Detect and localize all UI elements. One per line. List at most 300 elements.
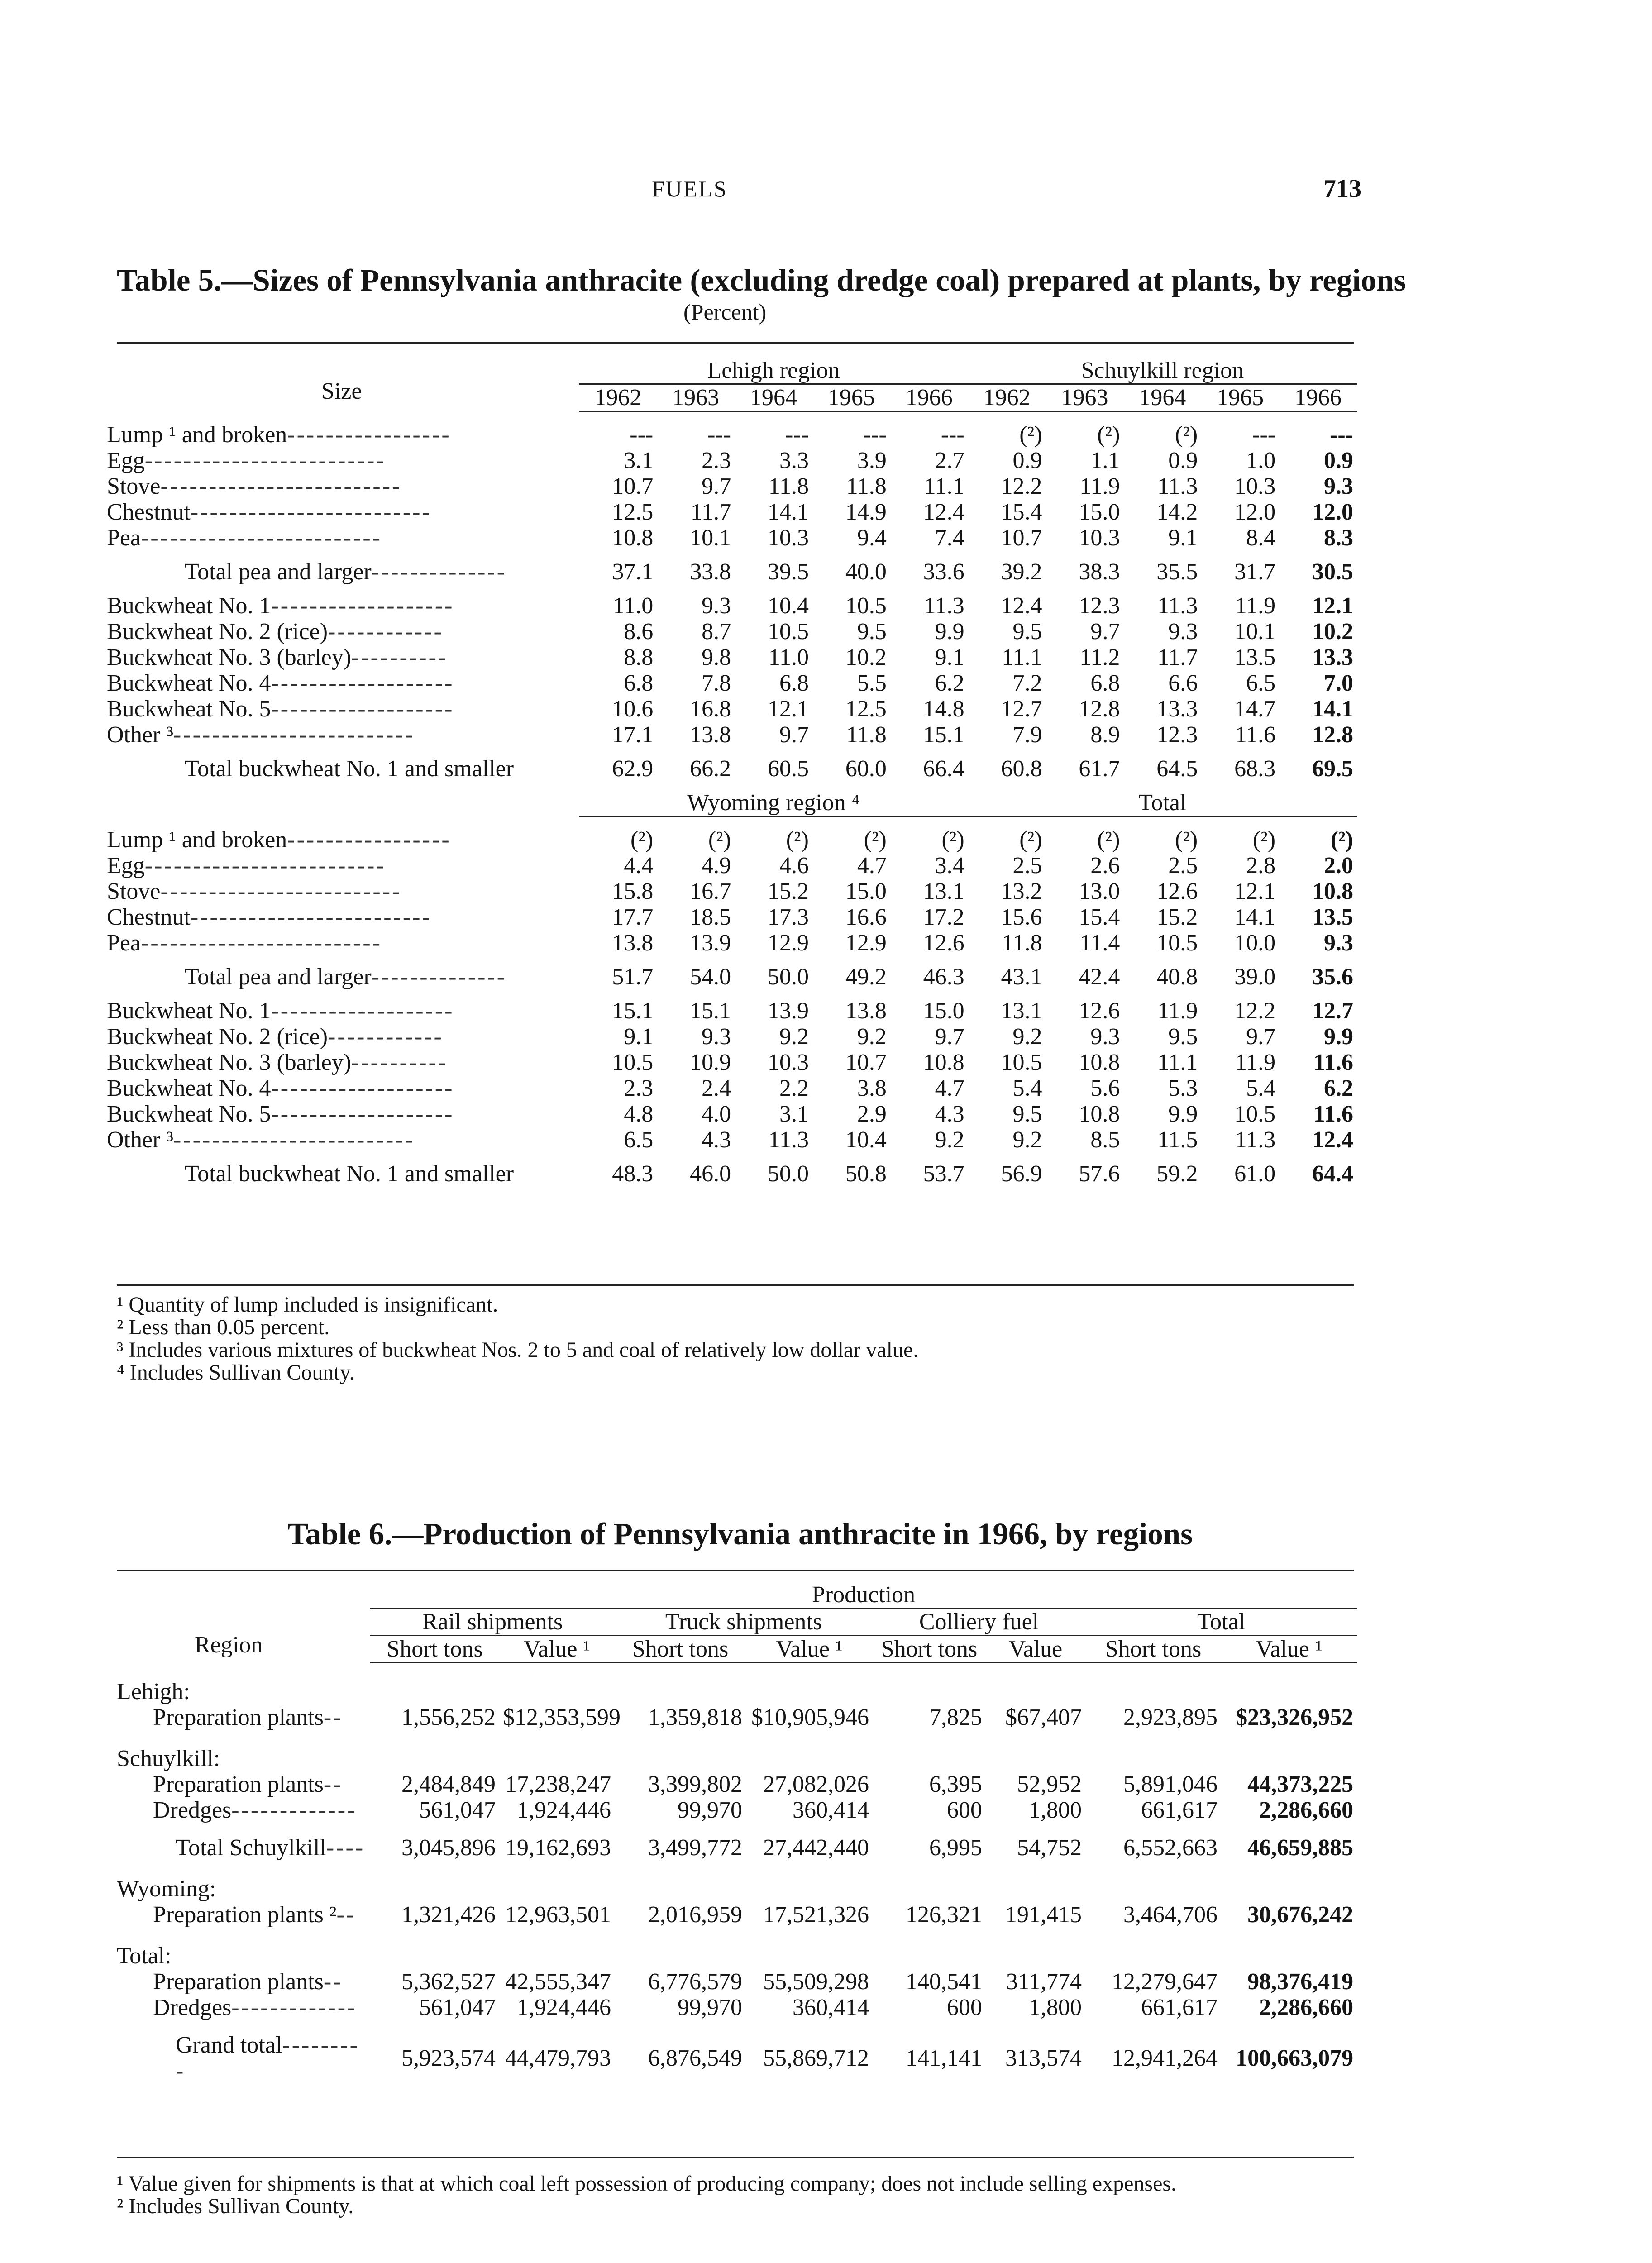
table6-row-label (103, 1995, 370, 2020)
table5-row (103, 593, 1357, 619)
table5-cell: 10.5 (1234, 1101, 1276, 1127)
table6-cell: 46,659,885 (1247, 1835, 1354, 1861)
table5-cell: 59.2 (1156, 1161, 1198, 1187)
table5-row-label (103, 422, 579, 448)
table5-cell: 8.9 (1090, 722, 1120, 748)
table5-cell: 16.7 (690, 878, 731, 904)
table5-region-header: Wyoming region ⁴ (579, 790, 968, 816)
table6-cell: 360,414 (793, 1797, 869, 1823)
table6-spacer (103, 1861, 1357, 1876)
table5-row (103, 878, 1357, 904)
table5-cell: (²) (1097, 422, 1120, 448)
table5-cell: 11.8 (846, 722, 887, 748)
table5-cell: 51.7 (612, 964, 654, 990)
table5-row (103, 722, 1357, 748)
table5-cell: 15.0 (1079, 499, 1120, 525)
table5-cell: 13.1 (923, 878, 964, 904)
table5-cell: 13.5 (1312, 904, 1353, 930)
table5-cell: 13.3 (1312, 645, 1353, 670)
table5-cell: (²) (630, 827, 654, 853)
table5-cell: 11.8 (768, 473, 809, 499)
table5-subtitle: (Percent) (683, 299, 767, 325)
table5-top-rule (117, 342, 1354, 344)
table5-row-label (103, 1024, 579, 1050)
table6-cell: 1,800 (1029, 1797, 1082, 1823)
table5-cell: 8.4 (1246, 525, 1276, 551)
leader-dots: -------------- (371, 964, 507, 990)
table5-cell: 12.6 (923, 930, 964, 956)
table5-year-header: 1962 (968, 384, 1046, 411)
table5-cell: 56.9 (1001, 1161, 1042, 1187)
table5-gap (103, 585, 1357, 593)
table6-cell: 2,016,959 (648, 1902, 742, 1928)
table5-cell: 12.9 (845, 930, 887, 956)
table5-cell: 9.9 (1324, 1024, 1353, 1050)
table5-cell: 8.7 (702, 619, 731, 645)
table6-row-label (103, 1797, 370, 1823)
table5-cell: 49.2 (845, 964, 887, 990)
table5-cell: 15.2 (767, 878, 809, 904)
table5-total-row (103, 1161, 1357, 1187)
table5-cell: 4.0 (702, 1101, 731, 1127)
table5-cell: 30.5 (1312, 559, 1353, 585)
table6-row-label-text: Preparation plants ² (153, 1902, 337, 1928)
table5-row-label-text: Other ³ (107, 1127, 173, 1153)
table5-total-row (103, 756, 1357, 782)
table5-gap (103, 990, 1357, 998)
table5-row-label (103, 559, 579, 585)
table5-cell: 14.1 (1312, 696, 1353, 722)
table5-row (103, 827, 1357, 853)
table5-cell: 35.5 (1156, 559, 1198, 585)
table5-cell: 11.6 (1313, 1101, 1353, 1127)
table6-cell: 3,399,802 (648, 1771, 742, 1797)
table5-cell: 7.0 (1324, 670, 1353, 696)
table5-cell: 33.6 (923, 559, 964, 585)
table6-cell: 561,047 (419, 1797, 496, 1823)
table6-row-label-text: Dredges (153, 1995, 232, 2020)
table6-row-label-text: Preparation plants (153, 1771, 324, 1797)
table5-cell: 10.1 (690, 525, 731, 551)
table5-cell: 7.2 (1012, 670, 1042, 696)
table5-cell: 10.5 (1156, 930, 1198, 956)
table6-cell: 5,923,574 (401, 2045, 496, 2071)
leader-dots: ------------------------- (173, 1127, 415, 1153)
leader-dots: ------------ (328, 619, 444, 645)
table5-cell: 66.2 (690, 756, 731, 782)
table6-cell: 98,376,419 (1247, 1969, 1354, 1995)
table5-cell: 10.1 (1234, 619, 1276, 645)
table5-cell: 12.1 (767, 696, 809, 722)
table5-row (103, 1127, 1357, 1153)
table5-cell: 15.0 (923, 998, 964, 1024)
table5-row (103, 448, 1357, 473)
table5-cell: 2.5 (1168, 853, 1198, 878)
table6-row-label-text: Preparation plants (153, 1969, 324, 1995)
leader-dots: ------------------------- (160, 473, 402, 499)
table6-cell: 55,509,298 (763, 1969, 869, 1995)
table5-cell: 13.2 (1001, 878, 1042, 904)
table6-cell: 30,676,242 (1247, 1902, 1354, 1928)
table5-cell: 13.1 (1001, 998, 1042, 1024)
table5-cell: --- (707, 422, 731, 448)
table5-cell: 13.8 (690, 722, 731, 748)
table5-cell: 9.5 (1012, 1101, 1042, 1127)
table5-cell: 12.4 (1001, 593, 1042, 619)
table5-cell: 1.0 (1246, 448, 1276, 473)
table6-cell: 600 (947, 1797, 982, 1823)
table6-gap-row (103, 1823, 1357, 1835)
table5-cell: 10.5 (612, 1050, 654, 1075)
table6-cell: $12,353,599 (503, 1704, 621, 1730)
leader-dots: ------------------------- (141, 525, 382, 551)
table6-cell: 600 (947, 1995, 982, 2020)
table5-row-label-text: Buckwheat No. 4 (107, 670, 271, 696)
table5-cell: 69.5 (1312, 756, 1353, 782)
table5-cell: 10.7 (845, 1050, 887, 1075)
table5-cell: 11.3 (924, 593, 964, 619)
table6-spacer-row (103, 1730, 1357, 1746)
table5-year-header: 1963 (657, 384, 735, 411)
table5-cell: 10.3 (1234, 473, 1276, 499)
table5-cell: 64.5 (1156, 756, 1198, 782)
table6-production-header-row (103, 1582, 1357, 1609)
table5-cell: 11.8 (1002, 930, 1042, 956)
table5-cell: 9.1 (935, 645, 964, 670)
table5-cell: 16.6 (845, 904, 887, 930)
table5-cell: 38.3 (1079, 559, 1120, 585)
table5-cell: --- (941, 422, 964, 448)
table5-cell: 2.3 (702, 448, 731, 473)
table5-cell: (²) (1097, 827, 1120, 853)
leader-dots: -- (323, 1771, 343, 1797)
table5-cell: 14.2 (1156, 499, 1198, 525)
table5-cell: 10.8 (923, 1050, 964, 1075)
table5-cell: 60.5 (767, 756, 809, 782)
leader-dots: ------------------------- (141, 930, 382, 956)
table5 (103, 358, 1357, 1195)
table5-footnotes (117, 1294, 918, 1384)
table5-cell: 10.5 (767, 619, 809, 645)
table6-cell: 6,552,663 (1123, 1835, 1218, 1861)
table5-cell: 2.6 (1090, 853, 1120, 878)
table5-cell: (²) (786, 827, 809, 853)
table5-cell: 4.9 (702, 853, 731, 878)
table6-cell: 2,286,660 (1259, 1995, 1354, 2020)
table5-row-label-text: Buckwheat No. 5 (107, 1101, 271, 1127)
table5-cell: 2.4 (702, 1075, 731, 1101)
table5-spacer (103, 411, 1357, 422)
table5-row (103, 1075, 1357, 1101)
table6-bottom-rule (117, 2157, 1354, 2158)
table5-row-label-text: Buckwheat No. 1 (107, 998, 271, 1024)
table5-cell: 3.9 (857, 448, 887, 473)
table6-gap (103, 1823, 1357, 1835)
table5-cell: 15.0 (845, 878, 887, 904)
table5-cell: 39.2 (1001, 559, 1042, 585)
leader-dots: ------------------- (271, 1075, 454, 1101)
table5-gap-row (103, 585, 1357, 593)
leader-dots: ------------- (231, 1995, 357, 2020)
table5-cell: 9.3 (1168, 619, 1198, 645)
table6-cell: 99,970 (678, 1995, 742, 2020)
table5-cell: 9.2 (1012, 1127, 1042, 1153)
table5-cell: 11.3 (1157, 593, 1198, 619)
table5-cell: 8.6 (624, 619, 654, 645)
table6-sub-header-row (103, 1636, 1357, 1663)
table5-row-label-text: Buckwheat No. 2 (rice) (107, 619, 328, 645)
table5-cell: 9.3 (1090, 1024, 1120, 1050)
table6-row (103, 1704, 1357, 1730)
table6-group-header-row (103, 1609, 1357, 1636)
table5-cell: --- (785, 422, 809, 448)
table5-row-label (103, 722, 579, 748)
table5-cell: 10.8 (1079, 1101, 1120, 1127)
table6-row-label (103, 1704, 370, 1730)
table6-cell: 561,047 (419, 1995, 496, 2020)
table6-production-header: Production (370, 1582, 1357, 1609)
table6-cell: 17,238,247 (505, 1771, 611, 1797)
table5-title: Table 5.—Sizes of Pennsylvania anthracite (excluding dredge coal) prepared at plants, by regions (117, 263, 1406, 297)
table6-spacer (103, 1730, 1357, 1746)
table5-cell: 13.9 (767, 998, 809, 1024)
table6-footnote: ² Includes Sullivan County. (117, 2194, 354, 2218)
table5-cell: 6.2 (935, 670, 964, 696)
table5-cell: 3.1 (779, 1101, 809, 1127)
table6-row (103, 1969, 1357, 1995)
table5-cell: 11.8 (846, 473, 887, 499)
table5-cell: (²) (864, 827, 887, 853)
leader-dots: -- (323, 1969, 343, 1995)
table6-cell: 1,924,446 (517, 1797, 611, 1823)
table5-cell: 10.9 (690, 1050, 731, 1075)
table6-cell: 191,415 (1005, 1902, 1082, 1928)
table5-cell: 31.7 (1234, 559, 1276, 585)
table5-cell: 6.8 (624, 670, 654, 696)
table5-row (103, 696, 1357, 722)
table5-total-row (103, 964, 1357, 990)
table5-cell: 11.3 (1235, 1127, 1276, 1153)
table6-group-header: Colliery fuel (873, 1609, 1085, 1636)
table5-row-label (103, 525, 579, 551)
table5-row (103, 1101, 1357, 1127)
table5-cell: 12.7 (1001, 696, 1042, 722)
table6-row-label-text: Total Schuylkill (176, 1835, 326, 1861)
table6-gap-row (103, 2020, 1357, 2032)
table5-cell: (²) (1252, 827, 1276, 853)
table5-cell: 9.3 (1324, 473, 1353, 499)
table5-year-header: 1962 (579, 384, 657, 411)
table5-spacer (103, 816, 1357, 827)
table5-cell: 33.8 (690, 559, 731, 585)
table5-cell: 14.9 (845, 499, 887, 525)
table6-spacer-row (103, 1663, 1357, 1679)
table5-cell: 4.7 (857, 853, 887, 878)
table6-group-row (103, 1876, 1357, 1902)
table5-cell: 15.4 (1001, 499, 1042, 525)
table5-cell: 10.7 (1001, 525, 1042, 551)
table6-cell: 6,995 (929, 1835, 982, 1861)
table5-cell: 15.8 (612, 878, 654, 904)
table6-cell: 27,442,440 (763, 1835, 869, 1861)
table5-row-label-text: Total buckwheat No. 1 and smaller (185, 756, 514, 782)
table5-row (103, 1024, 1357, 1050)
table5-row-label (103, 827, 579, 853)
table5-cell: 13.5 (1234, 645, 1276, 670)
table5-cell: 9.1 (624, 1024, 654, 1050)
table6-cell: 99,970 (678, 1797, 742, 1823)
table5-row-label (103, 878, 579, 904)
table5-total-row (103, 559, 1357, 585)
table6-cell: 126,321 (906, 1902, 982, 1928)
table5-cell: 11.9 (1235, 593, 1276, 619)
table5-cell: 66.4 (923, 756, 964, 782)
table5-cell: 15.2 (1156, 904, 1198, 930)
table5-cell: 61.0 (1234, 1161, 1276, 1187)
table5-cell: 62.9 (612, 756, 654, 782)
table5-cell: 11.1 (924, 473, 964, 499)
table5-cell: 15.1 (923, 722, 964, 748)
table5-row-label-text: Egg (107, 853, 145, 878)
table5-cell: 12.0 (1312, 499, 1353, 525)
table5-row (103, 853, 1357, 878)
table6-cell: 1,800 (1029, 1995, 1082, 2020)
table5-cell: 5.5 (857, 670, 887, 696)
table5-row-label (103, 593, 579, 619)
table5-row (103, 499, 1357, 525)
table5-row-label-text: Pea (107, 525, 141, 551)
table5-cell: 37.1 (612, 559, 654, 585)
table6-row-label (103, 1902, 370, 1928)
leader-dots: ---------- (351, 645, 448, 670)
table6-group-name: Wyoming: (117, 1876, 216, 1902)
table5-row (103, 619, 1357, 645)
table5-cell: 60.0 (845, 756, 887, 782)
table5-cell: 5.4 (1012, 1075, 1042, 1101)
table5-cell: 11.9 (1079, 473, 1120, 499)
table5-row-label-text: Buckwheat No. 3 (barley) (107, 1050, 352, 1075)
table5-cell: 13.8 (845, 998, 887, 1024)
table5-cell: 6.6 (1168, 670, 1198, 696)
table5-row-label-text: Buckwheat No. 3 (barley) (107, 645, 352, 670)
table5-bottom-rule (117, 1284, 1354, 1286)
table5-row-label-text: Total pea and larger (185, 559, 372, 585)
table6-cell: 140,541 (906, 1969, 982, 1995)
table6-total-row (103, 1835, 1357, 1861)
table6-cell: 1,359,818 (648, 1704, 742, 1730)
table5-cell: --- (1330, 422, 1353, 448)
leader-dots: ------------------------- (160, 878, 402, 904)
table5-gap (103, 748, 1357, 756)
table5-cell: 9.5 (1168, 1024, 1198, 1050)
table6-sub-header: Short tons (370, 1636, 499, 1663)
table5-row-label (103, 964, 579, 990)
table5-row-label (103, 756, 579, 782)
table5-cell: 1.1 (1090, 448, 1120, 473)
table5-cell: 11.9 (1157, 998, 1198, 1024)
table6-group-header: Total (1085, 1609, 1357, 1636)
table5-cell: 50.8 (845, 1161, 887, 1187)
table5-cell: 2.0 (1324, 853, 1353, 878)
table5-cell: 10.3 (767, 1050, 809, 1075)
table5-row-label-text: Total buckwheat No. 1 and smaller (185, 1161, 514, 1187)
table5-cell: 2.3 (624, 1075, 654, 1101)
table5-row-label-text: Stove (107, 473, 161, 499)
table5-row-label-text: Chestnut (107, 499, 191, 525)
table6-row-label-text: Grand total (176, 2032, 282, 2058)
table5-row (103, 998, 1357, 1024)
table5-row-label (103, 904, 579, 930)
table5-cell: (²) (1330, 827, 1353, 853)
table5-cell: 9.9 (935, 619, 964, 645)
table5-cell: 39.5 (767, 559, 809, 585)
table6-row (103, 1995, 1357, 2020)
table5-cell: 11.7 (1157, 645, 1198, 670)
table6-row-label (103, 2032, 370, 2084)
table6-cell: $67,407 (1005, 1704, 1082, 1730)
table5-cell: 12.2 (1001, 473, 1042, 499)
table6-total-row (103, 2032, 1357, 2084)
table5-cell: 12.5 (845, 696, 887, 722)
table5-cell: 13.9 (690, 930, 731, 956)
table5-cell: 12.3 (1079, 593, 1120, 619)
table5-row-label-text: Buckwheat No. 4 (107, 1075, 271, 1101)
table5-cell: 11.1 (1002, 645, 1042, 670)
table6-cell: 1,321,426 (401, 1902, 496, 1928)
table5-cell: 8.3 (1324, 525, 1353, 551)
table5-cell: (²) (1019, 422, 1042, 448)
table5-cell: 12.0 (1234, 499, 1276, 525)
table5-cell: 2.5 (1012, 853, 1042, 878)
table5-cell: 15.6 (1001, 904, 1042, 930)
table5-row-label (103, 853, 579, 878)
table6-spacer (103, 1928, 1357, 1943)
table6 (103, 1582, 1357, 2084)
table5-cell: 11.2 (1079, 645, 1120, 670)
table5-cell: 3.4 (935, 853, 964, 878)
leader-dots: ------------------- (271, 670, 454, 696)
table6-cell: 12,279,647 (1112, 1969, 1218, 1995)
table6-sub-header: Short tons (615, 1636, 746, 1663)
table5-cell: 54.0 (690, 964, 731, 990)
table5-gap (103, 782, 1357, 790)
table5-cell: 11.3 (1157, 473, 1198, 499)
table5-cell: 9.9 (1168, 1101, 1198, 1127)
table5-cell: 60.8 (1001, 756, 1042, 782)
table5-cell: 57.6 (1079, 1161, 1120, 1187)
table5-cell: 10.2 (1312, 619, 1353, 645)
table5-cell: 9.5 (857, 619, 887, 645)
table5-row (103, 422, 1357, 448)
table5-blank-cell (103, 790, 579, 816)
table5-cell: 9.2 (935, 1127, 964, 1153)
table5-cell: 4.3 (702, 1127, 731, 1153)
table5-row-label-text: Buckwheat No. 1 (107, 593, 271, 619)
table5-gap-row (103, 782, 1357, 790)
table5-cell: 6.2 (1324, 1075, 1353, 1101)
table6-cell: 55,869,712 (763, 2045, 869, 2071)
table6-blank-cell (103, 1636, 370, 1663)
table5-cell: (²) (1175, 422, 1198, 448)
table6-group-row (103, 1679, 1357, 1704)
table5-gap (103, 1153, 1357, 1161)
table5-cell: 9.2 (857, 1024, 887, 1050)
table5-cell: 12.6 (1156, 878, 1198, 904)
table5-cell: 13.3 (1156, 696, 1198, 722)
running-head: FUELS (652, 176, 728, 201)
table6-cell: 313,574 (1005, 2045, 1082, 2071)
table5-years-row (103, 384, 1357, 411)
